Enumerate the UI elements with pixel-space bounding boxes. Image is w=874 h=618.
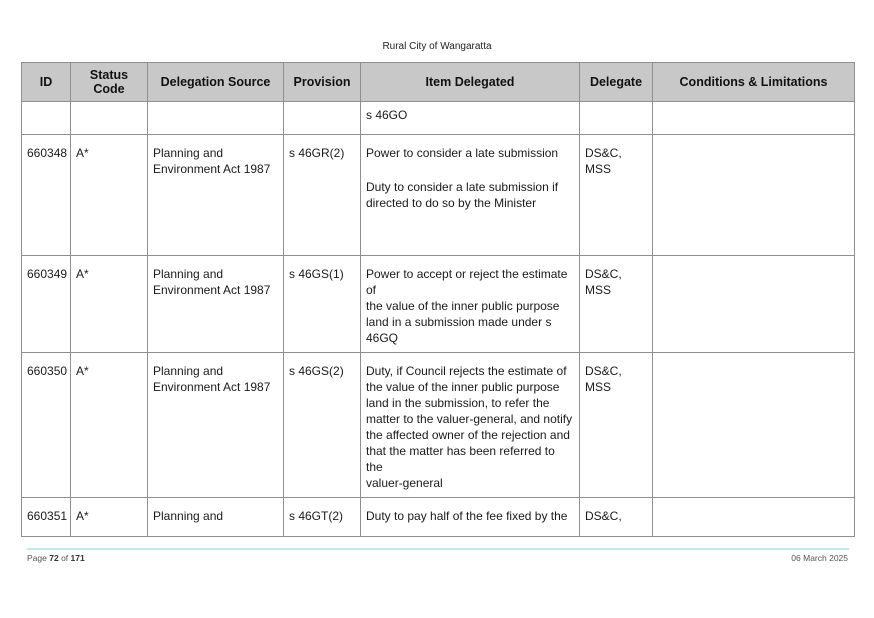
page-prefix: Page: [27, 553, 47, 563]
table-header-row: [22, 63, 855, 102]
col-header-conditions-limitations: Conditions & Limitations: [653, 63, 855, 102]
cell-id: 660351: [22, 498, 71, 537]
cell-id: [22, 102, 71, 135]
cell-item-delegated: [361, 135, 580, 256]
cell-id: 660348: [22, 135, 71, 256]
cell-delegate: DS&C, MSS: [580, 135, 653, 256]
col-header-id: ID: [22, 63, 71, 102]
cell-conditions: [653, 498, 855, 537]
table-row: [22, 353, 855, 498]
cell-conditions: [653, 102, 855, 135]
delegations-table: [21, 62, 855, 537]
cell-delegation-source: Planning and Environment Act 1987: [148, 353, 284, 498]
cell-delegate: [580, 102, 653, 135]
col-header-delegate: Delegate: [580, 63, 653, 102]
cell-conditions: [653, 353, 855, 498]
cell-id: 660349: [22, 256, 71, 353]
item-delegated-text: Duty to pay half of the fee fixed by the: [366, 509, 568, 523]
cell-item-delegated: [361, 102, 580, 135]
item-delegated-text: s 46GO: [366, 108, 408, 122]
document-header-organisation: Rural City of Wangaratta: [382, 41, 492, 52]
col-header-item-delegated: Item Delegated: [361, 63, 580, 102]
cell-item-delegated: [361, 498, 580, 537]
cell-delegation-source: [148, 102, 284, 135]
col-header-delegation-source: Delegation Source: [148, 63, 284, 102]
footer-date: 06 March 2025: [791, 553, 848, 563]
cell-status-code: A*: [71, 353, 148, 498]
footer-divider: [27, 548, 849, 550]
cell-delegate: DS&C, MSS: [580, 353, 653, 498]
cell-delegation-source: Planning and Environment Act 1987: [148, 256, 284, 353]
item-delegated-text: Duty, if Council rejects the estimate of the value of the inner public purpose land in the submission, to refer the matter to the valuer-general, and notify the affected owner of the rejection and that the matter has been referred to the valuer-general: [366, 364, 573, 490]
item-delegated-text: Duty to consider a late submission if directed to do so by the Minister: [366, 180, 559, 210]
table-row: [22, 256, 855, 353]
cell-item-delegated: [361, 256, 580, 353]
cell-provision: s 46GS(2): [284, 353, 361, 498]
page-number: [27, 553, 85, 563]
cell-provision: s 46GR(2): [284, 135, 361, 256]
page-of: of: [61, 553, 69, 563]
cell-conditions: [653, 135, 855, 256]
cell-delegation-source: Planning and: [148, 498, 284, 537]
col-header-status-code: Status Code: [71, 63, 148, 102]
page-total: 171: [70, 553, 85, 563]
cell-delegate: DS&C, MSS: [580, 256, 653, 353]
cell-provision: s 46GS(1): [284, 256, 361, 353]
cell-status-code: A*: [71, 256, 148, 353]
table-row: [22, 102, 855, 135]
item-delegated-text: Power to accept or reject the estimate of the value of the inner public purpose land in a submission made under s 46GQ: [366, 267, 568, 345]
table-row: [22, 135, 855, 256]
cell-delegate: DS&C,: [580, 498, 653, 537]
cell-delegation-source: Planning and Environment Act 1987: [148, 135, 284, 256]
cell-item-delegated: [361, 353, 580, 498]
col-header-provision: Provision: [284, 63, 361, 102]
cell-id: 660350: [22, 353, 71, 498]
page-current: 72: [49, 553, 59, 563]
cell-conditions: [653, 256, 855, 353]
item-delegated-text: Power to consider a late submission: [366, 146, 559, 160]
cell-status-code: A*: [71, 498, 148, 537]
cell-provision: [284, 102, 361, 135]
cell-provision: s 46GT(2): [284, 498, 361, 537]
table-row: [22, 498, 855, 537]
cell-status-code: [71, 102, 148, 135]
cell-status-code: A*: [71, 135, 148, 256]
